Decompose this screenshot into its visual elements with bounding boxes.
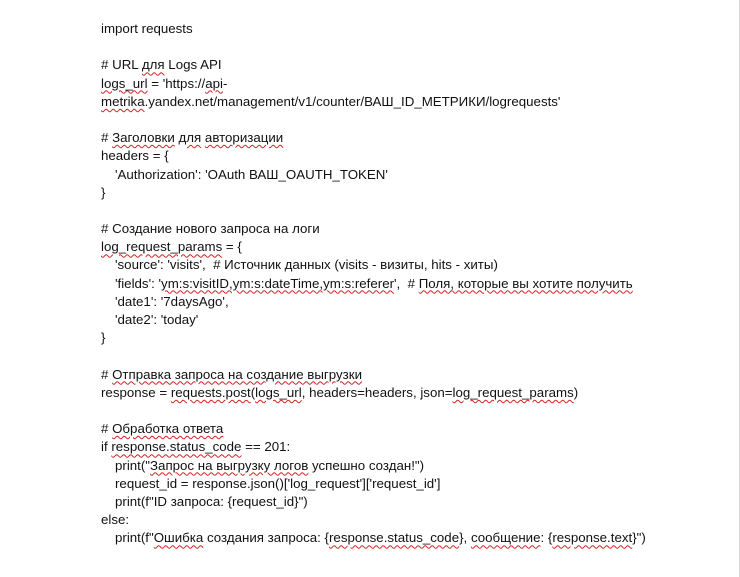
code-line-authorization: 'Authorization': 'OAuth ВАШ_OAUTH_TOKEN' xyxy=(115,166,388,182)
code-line-source: 'source': 'visits', # Источник данных (visits - визиты, hits - хиты) xyxy=(115,257,498,273)
code-block[interactable] xyxy=(101,20,731,547)
spell-word: metrika xyxy=(101,93,145,109)
code-line-print-success: print("Запрос на выгрузку логов успешно создан!") xyxy=(115,457,425,473)
spell-word: logs_url xyxy=(101,75,148,91)
spell-word: response.text xyxy=(552,530,633,546)
spell-word: сообщение xyxy=(470,530,541,546)
spell-word: Поля, которые вы хотите получить xyxy=(418,275,633,291)
spell-word: Запрос на выгрузку логов xyxy=(150,457,309,473)
code-line-if: if response.status_code == 201: xyxy=(101,439,291,455)
code-line-fields: 'fields': 'ym:s:visitID,ym:s:dateTime,ym:s:referer', # Поля, которые вы хотите получить xyxy=(115,275,633,291)
code-line-blank xyxy=(101,347,731,365)
code-line-blank xyxy=(101,38,731,56)
code-line-params-open: log_request_params = { xyxy=(101,239,242,255)
spell-word: log_request_params xyxy=(452,384,574,400)
code-line-import: import requests xyxy=(101,21,193,36)
spell-word: api xyxy=(205,75,223,91)
spell-word: Заголовки xyxy=(112,130,175,146)
code-line-request-id: request_id = response.json()['log_request']['request_id'] xyxy=(115,475,441,491)
code-line-date2: 'date2': 'today' xyxy=(115,312,199,327)
spell-word: requests.post xyxy=(170,384,251,400)
code-line-headers-close: } xyxy=(101,184,106,200)
code-line-print-id: print(f"ID запроса: {request_id}") xyxy=(115,493,308,509)
code-line-logs-url: logs_url = 'https://api- xyxy=(101,75,228,91)
code-line-comment-handle: # Обработка ответа xyxy=(101,421,224,437)
code-line-comment-headers: # Заголовки для авторизации xyxy=(101,130,284,146)
spell-word: ym:s:visitID,ym:s:dateTime,ym:s:referer xyxy=(161,275,395,291)
spell-word: для xyxy=(178,130,202,146)
spell-word: response.status_code xyxy=(329,530,460,546)
code-line-date1: 'date1': '7daysAgo', xyxy=(115,293,229,309)
code-line-comment-url: # URL для Logs API xyxy=(101,57,222,73)
spell-word: Ошибка xyxy=(153,530,204,546)
spell-word: logs_url xyxy=(255,384,302,400)
code-line-response: response = requests.post(logs_url, headers=headers, json=log_request_params) xyxy=(101,384,579,400)
code-line-blank xyxy=(101,202,731,220)
spell-word: для xyxy=(141,57,165,73)
code-line-logs-url-cont: metrika.yandex.net/management/v1/counter/ВАШ_ID_МЕТРИКИ/logrequests' xyxy=(101,93,561,109)
code-line-comment-send: # Отправка запроса на создание выгрузки xyxy=(101,366,363,382)
code-line-comment-create: # Создание нового запроса на логи xyxy=(101,221,320,237)
code-line-print-error: print(f"Ошибка создания запроса: {response.status_code}, сообщение: {response.text}") xyxy=(115,530,646,546)
spell-word: log_request_params xyxy=(101,239,223,255)
spell-word: авторизации xyxy=(204,130,284,146)
spell-word: Обработка ответа xyxy=(112,421,224,437)
spell-word: Отправка запроса на создание выгрузки xyxy=(112,366,363,382)
code-line-blank xyxy=(101,111,731,129)
code-line-headers-open: headers = { xyxy=(101,148,169,164)
code-line-params-close: } xyxy=(101,330,106,346)
spell-word: response.status_code xyxy=(111,439,242,455)
code-line-blank xyxy=(101,402,731,420)
code-line-else: else: xyxy=(101,512,130,528)
